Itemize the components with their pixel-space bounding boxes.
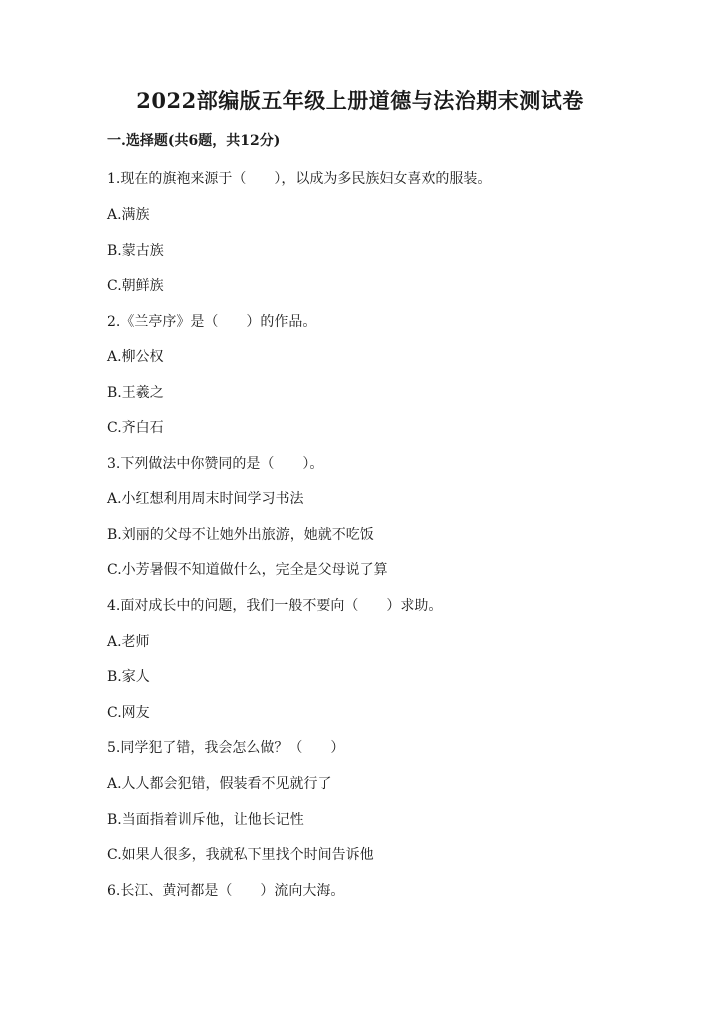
question-4-option-c: C.网友 — [107, 705, 150, 721]
question-3-option-c: C.小芳暑假不知道做什么，完全是父母说了算 — [107, 562, 388, 578]
question-5-stem: 5.同学犯了错，我会怎么做？（ ） — [107, 740, 345, 756]
question-5-option-c: C.如果人很多，我就私下里找个时间告诉他 — [107, 847, 374, 863]
question-2-option-b: B.王羲之 — [107, 385, 164, 401]
document-title: 2022部编版五年级上册道德与法治期末测试卷 — [136, 88, 584, 113]
question-3-option-b: B.刘丽的父母不让她外出旅游，她就不吃饭 — [107, 527, 374, 543]
question-2-option-c: C.齐白石 — [107, 420, 164, 436]
question-5-option-a: A.人人都会犯错，假装看不见就行了 — [107, 776, 332, 792]
question-1-stem: 1.现在的旗袍来源于（ ），以成为多民族妇女喜欢的服装。 — [107, 171, 492, 187]
question-1-option-b: B.蒙古族 — [107, 243, 164, 259]
question-1-option-c: C.朝鲜族 — [107, 278, 164, 294]
question-4-option-a: A.老师 — [107, 634, 150, 650]
question-2-stem: 2.《兰亭序》是（ ）的作品。 — [107, 314, 317, 330]
section-heading: 一.选择题(共6题，共12分) — [107, 133, 281, 149]
question-6-stem: 6.长江、黄河都是（ ）流向大海。 — [107, 883, 345, 899]
question-4-option-b: B.家人 — [107, 669, 150, 685]
question-5-option-b: B.当面指着训斥他，让他长记性 — [107, 812, 304, 828]
question-1-option-a: A.满族 — [107, 207, 150, 223]
question-3-stem: 3.下列做法中你赞同的是（ ）。 — [107, 456, 324, 472]
question-3-option-a: A.小红想利用周末时间学习书法 — [107, 491, 304, 507]
question-4-stem: 4.面对成长中的问题，我们一般不要向（ ）求助。 — [107, 598, 443, 614]
question-2-option-a: A.柳公权 — [107, 349, 164, 365]
